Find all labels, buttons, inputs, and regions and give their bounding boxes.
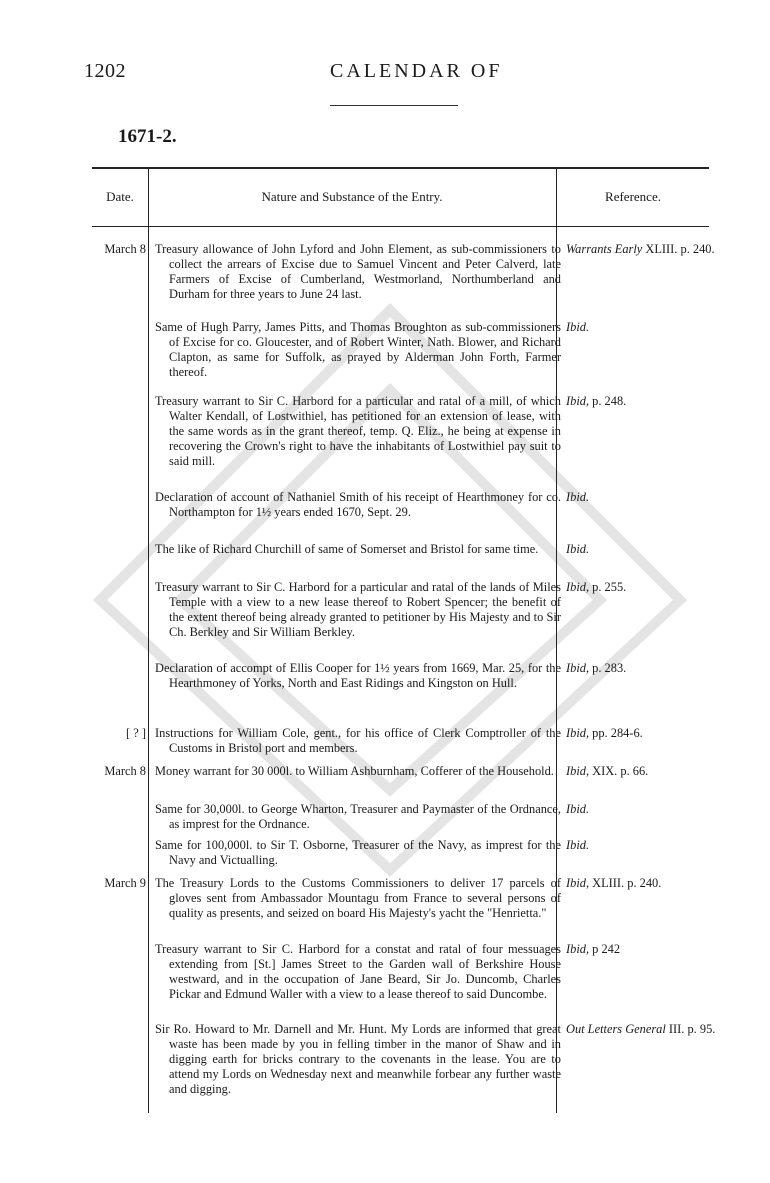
- entry-reference: [566, 802, 726, 817]
- reference-detail: XLIII. p. 240.: [642, 242, 715, 256]
- column-header-nature: Nature and Substance of the Entry.: [261, 189, 443, 204]
- year-heading: 1671-2.: [118, 126, 177, 147]
- reference-source: Ibid,: [566, 580, 590, 594]
- entry-reference: [566, 876, 726, 891]
- entry-text: Declaration of accompt of Ellis Cooper for 1½ years from 1669, Mar. 25, for the Hearthmoney of Yorks, North and East Ridings and Kingston on Hull.: [155, 661, 561, 690]
- entry-reference: [566, 838, 726, 853]
- entry-reference: [566, 1022, 726, 1037]
- entry-date: [ ? ]: [126, 726, 146, 740]
- reference-source: Ibid.: [566, 320, 590, 334]
- reference-source: Out Letters General: [566, 1022, 666, 1036]
- column-header-date: Date.: [106, 189, 134, 204]
- reference-detail: pp. 284-6.: [589, 726, 643, 740]
- reference-source: Ibid.: [566, 838, 590, 852]
- entry-reference: [566, 242, 726, 257]
- entry-reference: [566, 726, 726, 741]
- page-number: 1202: [84, 60, 126, 82]
- entry-reference: [566, 394, 726, 409]
- column-header-reference: Reference.: [605, 189, 661, 204]
- reference-source: Ibid,: [566, 764, 590, 778]
- reference-source: Ibid,: [566, 942, 590, 956]
- reference-source: Ibid,: [566, 394, 590, 408]
- entry-text: Treasury allowance of John Lyford and John Element, as sub-commissioners to collect the arrears of Excise due to Samuel Vincent and Peter Calverd, late Farmers of Excise of Cumberland, Westmorland, Northumberland and Durham for three years to June 24 last.: [155, 242, 561, 301]
- reference-source: Ibid.: [566, 490, 590, 504]
- reference-detail: p 242: [589, 942, 621, 956]
- entry-date: March 8: [104, 764, 146, 778]
- entry-text: Declaration of account of Nathaniel Smith of his receipt of Hearthmoney for co. Northampton for 1½ years ended 1670, Sept. 29.: [155, 490, 561, 519]
- reference-source: Ibid.: [566, 542, 590, 556]
- table-header-rule: [92, 226, 709, 227]
- reference-detail: p. 283.: [589, 661, 627, 675]
- reference-detail: XLIII. p. 240.: [589, 876, 662, 890]
- entry-text: Treasury warrant to Sir C. Harbord for a particular and ratal of the lands of Miles Temple with a view to a new lease thereof to Robert Spencer; the benefit of the extent thereof being already granted to petitioner by His Majesty and to Sir Ch. Berkley and Sir William Berkley.: [155, 580, 561, 639]
- reference-source: Ibid.: [566, 802, 590, 816]
- entry-reference: [566, 764, 726, 779]
- reference-source: Warrants Early: [566, 242, 643, 256]
- reference-source: Ibid,: [566, 726, 590, 740]
- reference-source: Ibid,: [566, 876, 590, 890]
- reference-source: Ibid,: [566, 661, 590, 675]
- entry-text: The like of Richard Churchill of same of Somerset and Bristol for same time.: [155, 542, 539, 556]
- entry-text: Sir Ro. Howard to Mr. Darnell and Mr. Hunt. My Lords are informed that great waste has been made by you in felling timber in the manor of Shaw and in digging earth for bricks contrary to the covenants in the lease. You are to attend my Lords on Wednesday next and meanwhile forbear any further waste and digging.: [155, 1022, 561, 1096]
- entry-reference: [566, 542, 726, 557]
- entry-date: March 8: [104, 242, 146, 256]
- entry-text: Same for 30,000l. to George Wharton, Treasurer and Paymaster of the Ordnance, as imprest for the Ordnance.: [155, 802, 561, 831]
- entry-text: Treasury warrant to Sir C. Harbord for a particular and ratal of a mill, of which Walter Kendall, of Lostwithiel, has petitioned for an extension of lease, with the same words as in the grant thereof, temp. Q. Eliz., he being at expense in recovering the Crown's right to have the inhabitants of Lostwithiel pay suit to said mill.: [155, 394, 561, 468]
- reference-detail: XIX. p. 66.: [589, 764, 649, 778]
- entry-text: Money warrant for 30 000l. to William Ashburnham, Cofferer of the Household.: [155, 764, 554, 778]
- reference-detail: III. p. 95.: [665, 1022, 716, 1036]
- reference-detail: p. 255.: [589, 580, 627, 594]
- entry-text: The Treasury Lords to the Customs Commissioners to deliver 17 parcels of gloves sent from Ambassador Mountagu from France to several persons of quality as presents, and seized on board His Majesty's yacht the "Henrietta.": [155, 876, 561, 920]
- column-divider-date: [148, 169, 149, 1113]
- entry-text: Treasury warrant to Sir C. Harbord for a constat and ratal of four messuages extending from [St.] James Street to the Garden wall of Berkshire House westward, and in the occupation of Jane Beard, Sir Jo. Duncomb, Charles Pickar and Edmund Waller with a view to a lease thereof to said Duncombe.: [155, 942, 561, 1001]
- entry-text: Same of Hugh Parry, James Pitts, and Thomas Broughton as sub-commissioners of Excise for co. Gloucester, and of Robert Winter, Nath. Blower, and Richard Clapton, as same for Suffolk, as prayed by Alderman John Forth, Farmer thereof.: [155, 320, 561, 379]
- entry-reference: [566, 320, 726, 335]
- header-rule: [330, 105, 458, 106]
- entry-reference: [566, 580, 726, 595]
- entry-reference: [566, 661, 726, 676]
- entry-reference: [566, 942, 726, 957]
- running-title: CALENDAR OF: [330, 60, 503, 82]
- entry-text: Instructions for William Cole, gent., for his office of Clerk Comptroller of the Customs in Bristol port and members.: [155, 726, 561, 755]
- table-top-rule: [92, 167, 709, 169]
- reference-detail: p. 248.: [589, 394, 627, 408]
- entry-reference: [566, 490, 726, 505]
- entry-text: Same for 100,000l. to Sir T. Osborne, Treasurer of the Navy, as imprest for the Navy and Victualling.: [155, 838, 561, 867]
- entry-date: March 9: [104, 876, 146, 890]
